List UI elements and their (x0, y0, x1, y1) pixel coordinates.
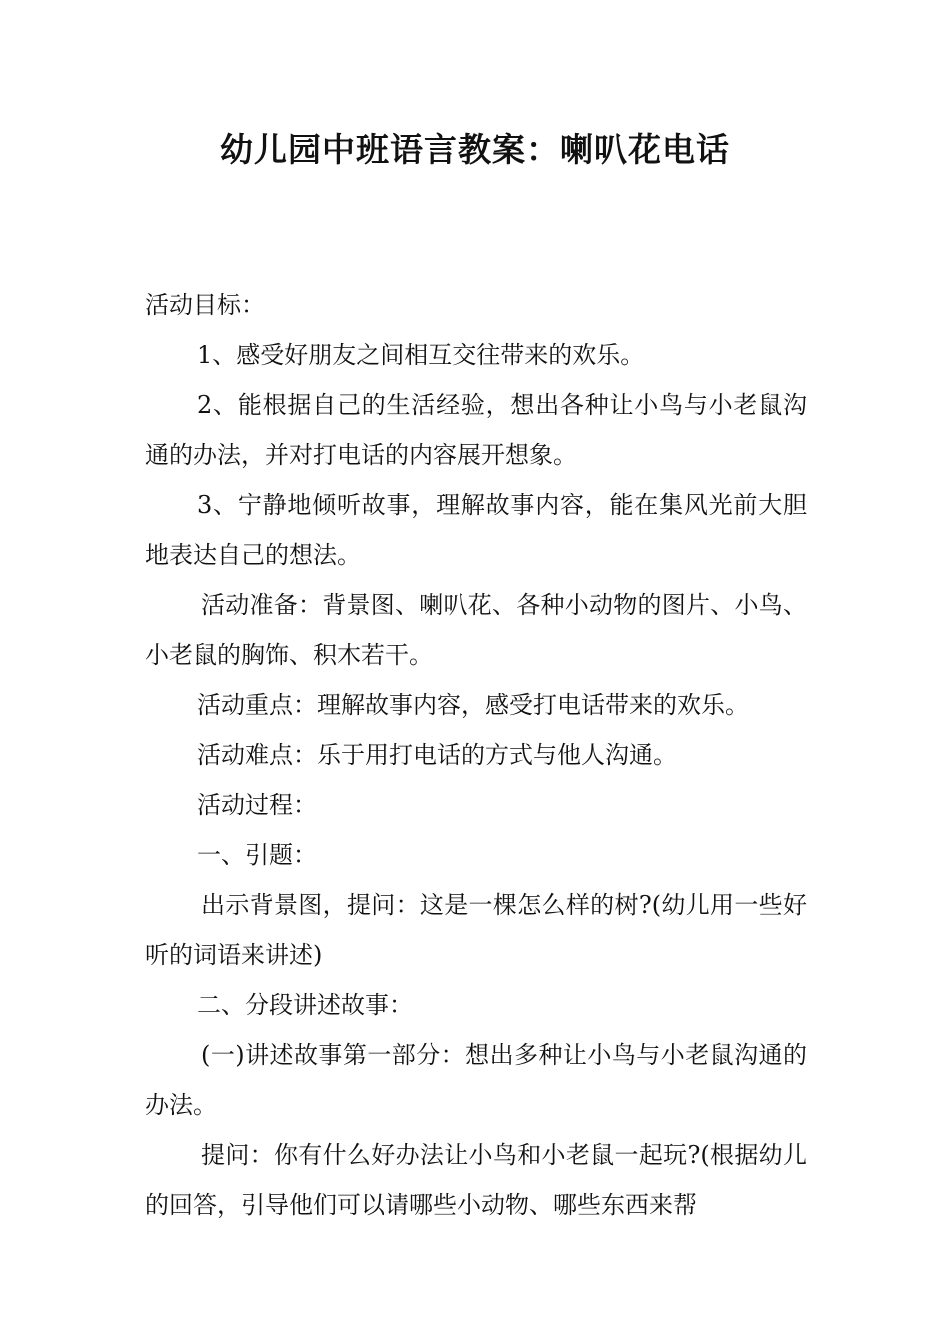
paragraph-process-heading: 活动过程： (197, 791, 317, 819)
paragraph-step-2-part-1: (一)讲述故事第一部分：想出多种让小鸟与小老鼠沟通的办法。 (145, 1041, 807, 1119)
paragraph-goal-2: 2、能根据自己的生活经验，想出各种让小鸟与小老鼠沟通的办法，并对打电话的内容展开想象。 (145, 391, 807, 469)
paragraph-step-1-heading: 一、引题： (197, 841, 317, 869)
paragraph-key-point: 活动重点：理解故事内容，感受打电话带来的欢乐。 (197, 691, 749, 719)
paragraph-goal-1: 1、感受好朋友之间相互交往带来的欢乐。 (197, 341, 645, 369)
paragraph-step-2-heading: 二、分段讲述故事： (197, 991, 413, 1019)
paragraph-goals-heading: 活动目标： (145, 291, 265, 319)
paragraph-step-2-question: 提问：你有什么好办法让小鸟和小老鼠一起玩?(根据幼儿的回答，引导他们可以请哪些小动物、哪些东西来帮 (145, 1141, 807, 1219)
paragraph-difficulty: 活动难点：乐于用打电话的方式与他人沟通。 (197, 741, 677, 769)
paragraph-preparation: 活动准备：背景图、喇叭花、各种小动物的图片、小鸟、小老鼠的胸饰、积木若干。 (145, 591, 807, 669)
paragraph-goal-3: 3、宁静地倾听故事，理解故事内容，能在集风光前大胆地表达自己的想法。 (145, 491, 807, 569)
document-title: 幼儿园中班语言教案：喇叭花电话 (220, 130, 730, 169)
document-body (145, 280, 807, 1230)
paragraph-step-1-content: 出示背景图，提问：这是一棵怎么样的树?(幼儿用一些好听的词语来讲述) (145, 891, 807, 969)
